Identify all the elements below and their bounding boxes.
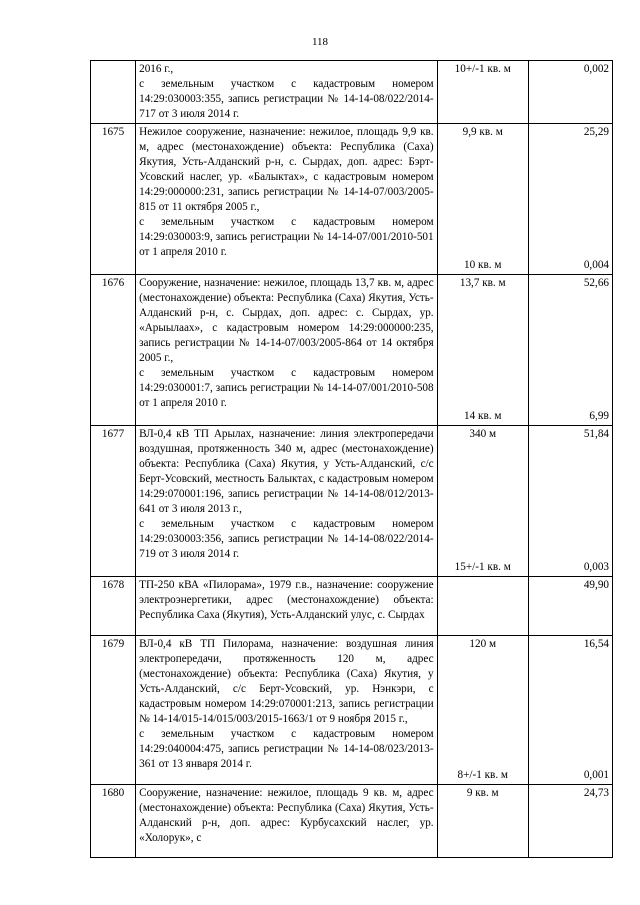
area-value: 9,9 кв. м [462, 126, 503, 138]
land-value: 0,003 [583, 561, 609, 573]
object-value: 16,54 [583, 638, 609, 650]
object-description [136, 61, 438, 124]
land-area-value: 15+/-1 кв. м [454, 561, 511, 573]
table-row [91, 124, 613, 275]
area-cell [437, 577, 528, 636]
description-paragraph: ВЛ-0,4 кВ ТП Арылах, назначение: линия электропередачи воздушная, протяженность 340 м, адрес (местонахождение) объекта: Республика (Саха) Якутия, у Усть-Алданский, с/с Берт-Усовский, местность Балыктах, с кадастровым номером 14:29:070001:196, запись регистрации № 14-14-08/012/2013-641 от 3 июля 2013 г., [139, 428, 434, 515]
row-number: 1677 [91, 426, 136, 577]
object-description [136, 426, 438, 577]
land-area-value: 14 кв. м [464, 410, 502, 422]
area-cell [437, 124, 528, 275]
value-cell [528, 577, 612, 636]
object-value: 0,002 [583, 63, 609, 75]
area-value: 340 м [469, 428, 497, 440]
object-description [136, 124, 438, 275]
description-paragraph: Нежилое сооружение, назначение: нежилое, площадь 9,9 кв. м, адрес (местонахождение) объекта: Республика (Саха) Якутия, Усть-Алданский р-н, с. Сырдах, доп. адрес: Бэрт-Усовский наслег, ур. «Балыктах», с кадастровым номером 14:29:000000:231, запись регистрации № 14-14-07/003/2005-815 от 11 октября 2005 г., [139, 126, 434, 213]
value-cell [528, 426, 612, 577]
value-cell [528, 636, 612, 785]
value-cell [528, 785, 612, 858]
table-row [91, 636, 613, 785]
description-paragraph: Сооружение, назначение: нежилое, площадь 9 кв. м, адрес (местонахождение) объекта: Республика (Саха) Якутия, Усть-Алданский р-н, доп. адрес: Курбусахский наслег, ур. «Холорук», с [139, 787, 434, 844]
row-number: 1679 [91, 636, 136, 785]
value-cell [528, 124, 612, 275]
object-description [136, 577, 438, 636]
description-paragraph: с земельным участком с кадастровым номером 14:29:030003:355, запись регистрации № 14-14-08/022/2014-717 от 3 июля 2014 г. [139, 78, 434, 120]
area-cell [437, 61, 528, 124]
description-paragraph: 2016 г., [139, 63, 174, 75]
area-cell [437, 426, 528, 577]
description-paragraph: с земельным участком с кадастровым номером 14:29:030003:9, запись регистрации № 14-14-07/001/2010-501 от 1 апреля 2010 г. [139, 216, 434, 258]
value-cell [528, 275, 612, 426]
object-value: 51,84 [583, 428, 609, 440]
object-value: 52,66 [583, 277, 609, 289]
area-value: 10+/-1 кв. м [454, 63, 511, 75]
table-row [91, 275, 613, 426]
description-paragraph: с земельным участком с кадастровым номером 14:29:030003:356, запись регистрации № 14-14-08/022/2014-719 от 3 июля 2014 г. [139, 518, 434, 560]
object-description [136, 636, 438, 785]
row-number [91, 61, 136, 124]
object-description [136, 785, 438, 858]
row-number: 1676 [91, 275, 136, 426]
area-value: 13,7 кв. м [459, 277, 506, 289]
object-value: 25,29 [583, 126, 609, 138]
description-paragraph: с земельным участком с кадастровым номером 14:29:040004:475, запись регистрации № 14-14-08/023/2013-361 от 13 января 2014 г. [139, 728, 434, 770]
land-value: 0,001 [583, 769, 609, 781]
description-paragraph: ВЛ-0,4 кВ ТП Пилорама, назначение: воздушная линия электропередачи, протяженность 120 м, адрес (местонахождение) объекта: Республика (Саха) Якутия, у Усть-Алданский, с/с Берт-Усовский, ур. Нэнкэри, с кадастровым номером 14:29:070001:213, запись регистрации № 14-14/015-14/015/003/2015-1663/1 от 9 ноября 2015 г., [139, 638, 434, 725]
area-cell [437, 785, 528, 858]
description-paragraph: Сооружение, назначение: нежилое, площадь 13,7 кв. м, адрес (местонахождение) объекта: Республика (Саха) Якутия, Усть-Алданский р-н, с. Сырдах, доп. адрес: с. Сырдах, ур. «Арыылаах», с кадастровым номером 14:29:000000:235, запись регистрации № 14-14-07/003/2005-864 от 14 октября 2005 г., [139, 277, 434, 364]
table-row [91, 426, 613, 577]
area-value: 9 кв. м [466, 787, 499, 799]
description-paragraph: с земельным участком с кадастровым номером 14:29:030001:7, запись регистрации № 14-14-07/001/2010-508 от 1 апреля 2010 г. [139, 367, 434, 409]
property-table [90, 60, 613, 858]
table-row [91, 61, 613, 124]
row-number: 1675 [91, 124, 136, 275]
land-value: 6,99 [589, 410, 609, 422]
description-paragraph: ТП-250 кВА «Пилорама», 1979 г.в., назначение: сооружение электроэнергетики, адрес (местонахождение) объекта: Республика Саха (Якутия), Усть-Алданский улус, с. Сырдах [139, 579, 434, 621]
object-value: 49,90 [583, 579, 609, 591]
land-area-value: 8+/-1 кв. м [457, 769, 508, 781]
table-row [91, 577, 613, 636]
table-row [91, 785, 613, 858]
row-number: 1680 [91, 785, 136, 858]
page-number: 118 [311, 36, 329, 48]
object-description [136, 275, 438, 426]
land-area-value: 10 кв. м [464, 259, 502, 271]
area-cell [437, 636, 528, 785]
value-cell [528, 61, 612, 124]
area-cell [437, 275, 528, 426]
object-value: 24,73 [583, 787, 609, 799]
row-number: 1678 [91, 577, 136, 636]
area-value: 120 м [469, 638, 497, 650]
land-value: 0,004 [583, 259, 609, 271]
